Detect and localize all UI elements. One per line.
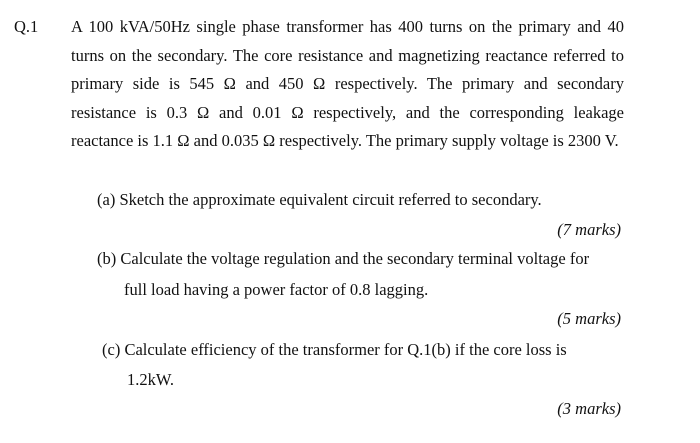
part-b-text-line-1: (b) Calculate the voltage regulation and the secondary terminal voltage for	[97, 249, 590, 268]
part-b-text-line-2: full load having a power factor of 0.8 lagging.	[124, 280, 429, 299]
part-a-marks: (7 marks)	[557, 220, 621, 239]
part-b-marks: (5 marks)	[557, 309, 621, 328]
part-c-text-line-1: (c) Calculate efficiency of the transformer for Q.1(b) if the core loss is	[102, 340, 567, 359]
part-a-text: (a) Sketch the approximate equivalent circuit referred to secondary.	[97, 190, 542, 209]
question-number: Q.1	[14, 17, 39, 36]
part-c-text-line-2: 1.2kW.	[127, 370, 175, 389]
question-stem: A 100 kVA/50Hz single phase transformer has 400 turns on the primary and 40 turns on the secondary. The core resistance and magnetizing reactance referred to primary side is 545 Ω and 450 Ω respectively. The primary and secondary resistance is 0.3 Ω and 0.01 Ω respectively, and the corresponding leakage reactance is 1.1 Ω and 0.035 Ω respectively. The primary supply voltage is 2300 V.	[71, 17, 624, 150]
part-c-marks: (3 marks)	[557, 399, 621, 418]
